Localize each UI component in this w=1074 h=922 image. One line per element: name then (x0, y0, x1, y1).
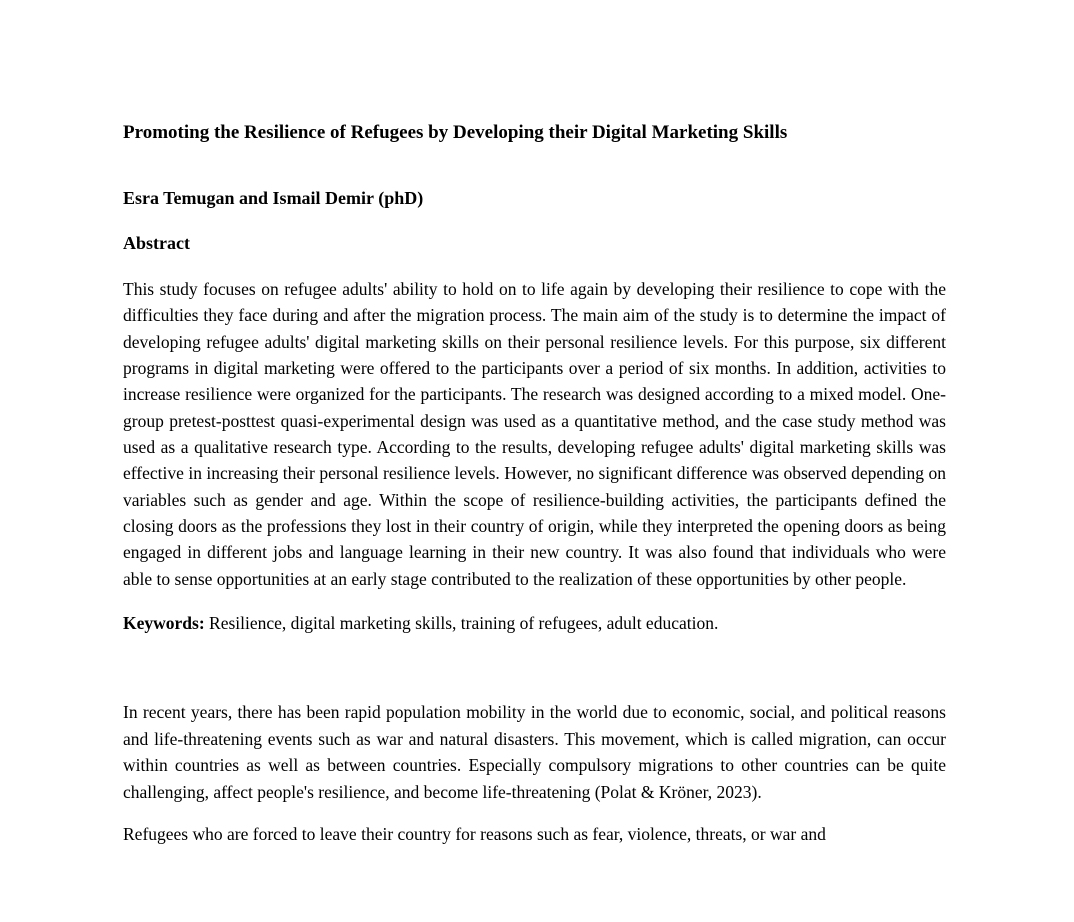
abstract-heading: Abstract (123, 233, 190, 253)
introduction-paragraph-2: Refugees who are forced to leave their country for reasons such as fear, violence, threats, or war and (123, 823, 826, 844)
paper-authors: Esra Temugan and Ismail Demir (phD) (123, 188, 424, 208)
keywords-text: Resilience, digital marketing skills, training of refugees, adult education. (209, 613, 719, 634)
abstract-paragraph: This study focuses on refugee adults' ability to hold on to life again by developing their resilience to cope with the difficulties they face during and after the migration process. The main aim of the study is to determine the impact of developing refugee adults' digital marketing skills on their personal resilience levels. For this purpose, six different programs in digital marketing were offered to the participants over a period of six months. In addition, activities to increase resilience were organized for the participants. The research was designed according to a mixed model. One-group pretest-posttest quasi-experimental design was used as a quantitative method, and the case study method was used as a qualitative research type. According to the results, developing refugee adults' digital marketing skills was effective in increasing their personal resilience levels. However, no significant difference was observed depending on variables such as gender and age. Within the scope of resilience-building activities, the participants defined the closing doors as the professions they lost in their country of origin, while they interpreted the opening doors as being engaged in different jobs and language learning in their new country. It was also found that individuals who were able to sense opportunities at an early stage contributed to the realization of these opportunities by other people. (123, 279, 946, 589)
introduction-paragraph-1: In recent years, there has been rapid population mobility in the world due to economic, social, and political reasons and life-threatening events such as war and natural disasters. This movement, which is called migration, can occur within countries as well as between countries. Especially compulsory migrations to other countries can be quite challenging, affect people's resilience, and become life-threatening (Polat & Kröner, 2023). (123, 702, 946, 802)
keywords-line (123, 610, 946, 636)
keywords-label: Keywords: (123, 613, 205, 634)
paper-title: Promoting the Resilience of Refugees by Developing their Digital Marketing Skills (123, 122, 788, 143)
